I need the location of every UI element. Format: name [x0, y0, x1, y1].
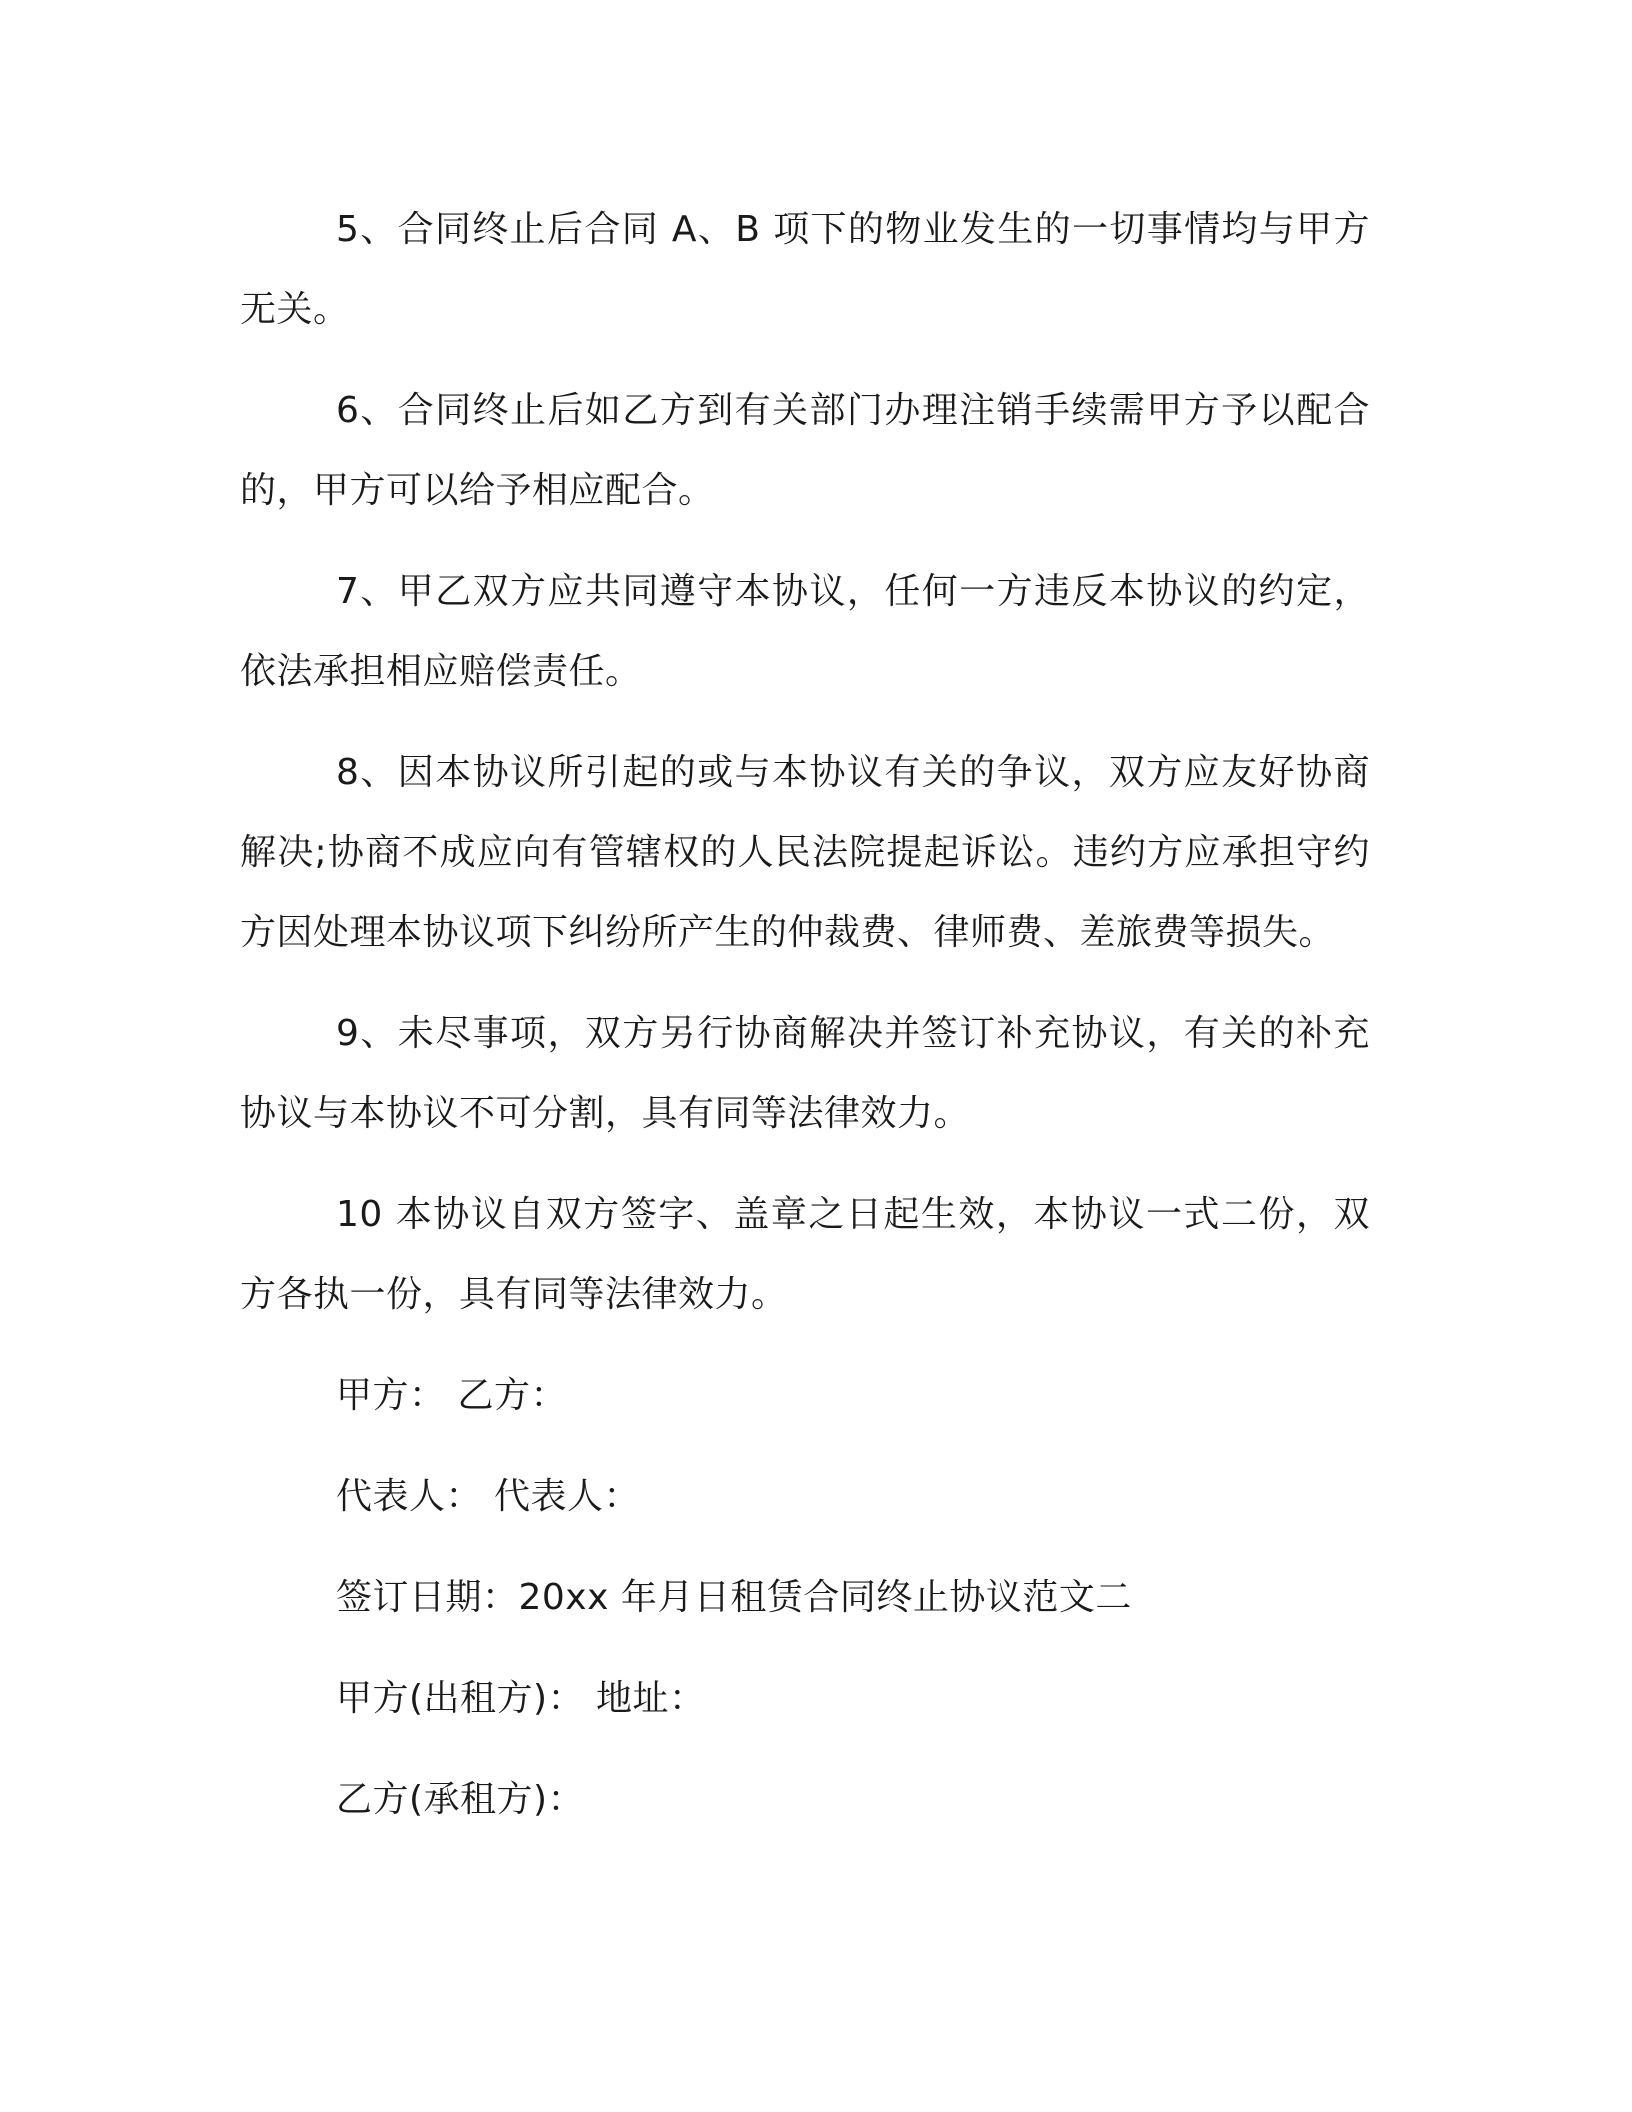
document-body — [240, 190, 1370, 1861]
clause-9: 9、未尽事项，双方另行协商解决并签订补充协议，有关的补充协议与本协议不可分割，具有同等法律效力。 — [240, 1013, 1370, 1134]
lessee-line: 乙方(承租方)： — [336, 1779, 585, 1820]
clause-8: 8、因本协议所引起的或与本协议有关的争议，双方应友好协商解决;协商不成应向有管辖权的人民法院提起诉讼。违约方应承担守约方因处理本协议项下纠纷所产生的仲裁费、律师费、差旅费等损失。 — [240, 752, 1370, 953]
clause-10: 10 本协议自双方签字、盖章之日起生效，本协议一式二份，双方各执一份，具有同等法律效力。 — [240, 1194, 1370, 1315]
clause-7: 7、甲乙双方应共同遵守本协议，任何一方违反本协议的约定，依法承担相应赔偿责任。 — [240, 571, 1370, 692]
party-line: 甲方： 乙方： — [336, 1375, 567, 1416]
representative-line: 代表人： 代表人： — [336, 1476, 640, 1517]
clause-5: 5、合同终止后合同 A、B 项下的物业发生的一切事情均与甲方无关。 — [240, 209, 1370, 330]
clause-6: 6、合同终止后如乙方到有关部门办理注销手续需甲方予以配合的，甲方可以给予相应配合。 — [240, 390, 1370, 511]
signing-date-line: 签订日期：20xx 年月日租赁合同终止协议范文二 — [336, 1577, 1132, 1618]
lessor-address-line: 甲方(出租方)： 地址： — [336, 1678, 706, 1719]
